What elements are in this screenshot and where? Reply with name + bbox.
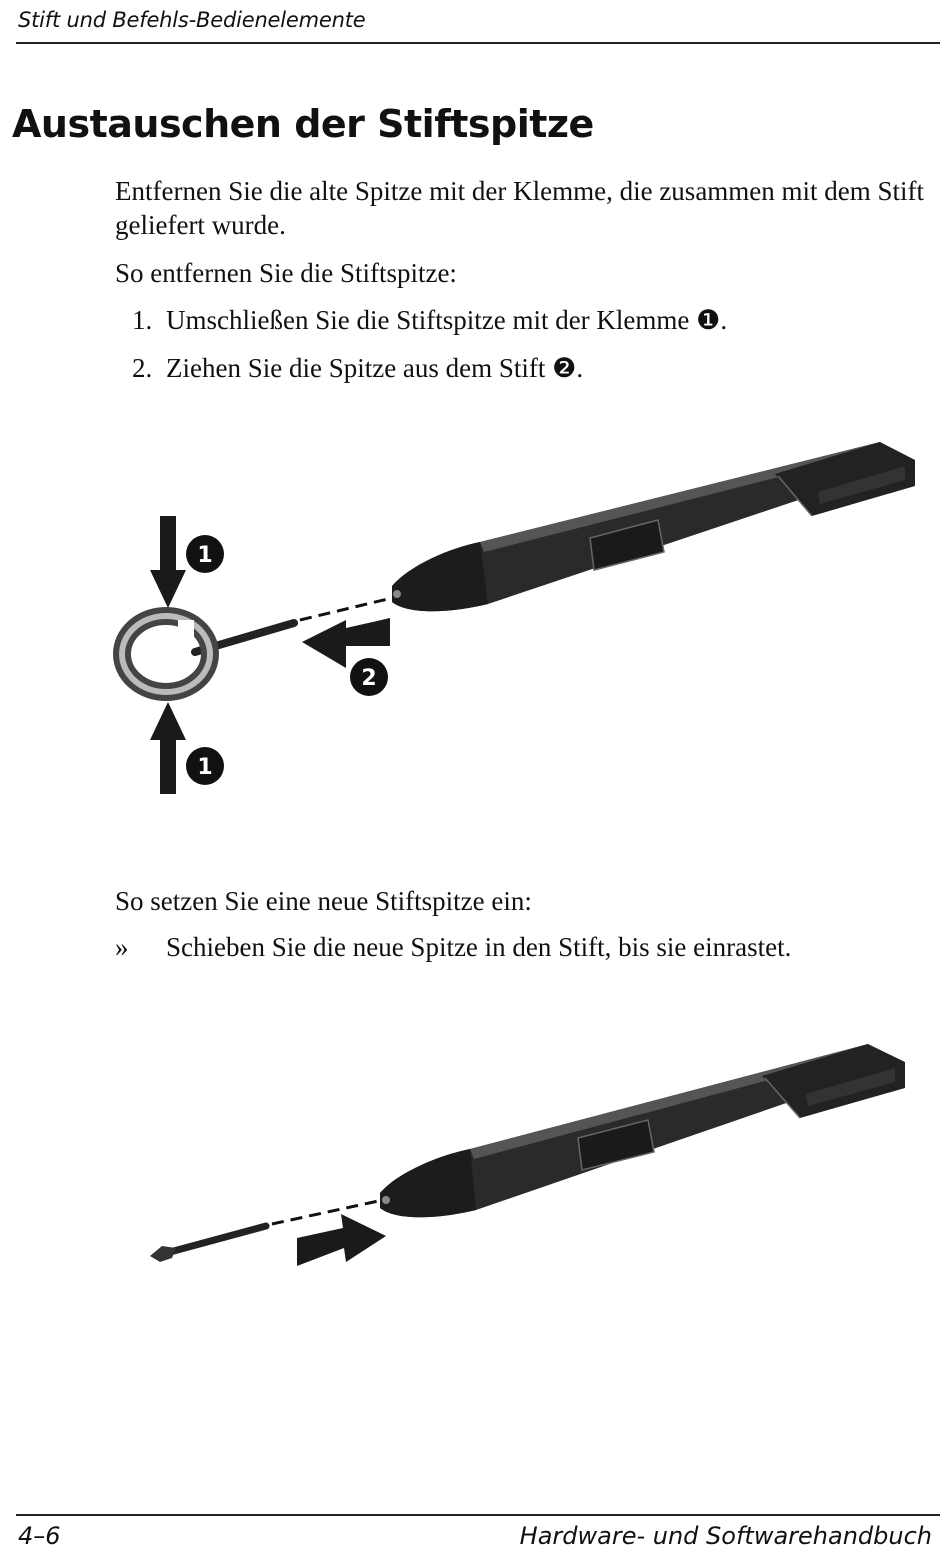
figure-remove-tip bbox=[0, 420, 950, 820]
footer-rule bbox=[16, 1514, 940, 1516]
page-title: Austauschen der Stiftspitze bbox=[12, 102, 594, 146]
dashed-guide-line bbox=[300, 598, 392, 620]
figure-insert-tip bbox=[0, 1030, 950, 1290]
step-1-number: 1. bbox=[132, 305, 153, 335]
intro-paragraph: Entfernen Sie die alte Spitze mit der Klemme, die zusammen mit dem Stift geliefert wurde. bbox=[115, 176, 925, 240]
dashed-guide-line bbox=[272, 1200, 383, 1224]
step-2-text: Ziehen Sie die Spitze aus dem Stift ❷. bbox=[166, 353, 584, 383]
right-arrow-icon bbox=[297, 1214, 386, 1266]
page-number: 4–6 bbox=[18, 1522, 61, 1550]
insert-intro: So setzen Sie eine neue Stiftspitze ein: bbox=[115, 886, 532, 916]
up-arrow-icon bbox=[150, 702, 186, 794]
svg-text:2: 2 bbox=[361, 666, 377, 691]
step-1-text: Umschließen Sie die Stiftspitze mit der Klemme ❶. bbox=[166, 305, 728, 335]
callout-2 bbox=[350, 658, 388, 696]
running-header: Stift und Befehls-Bedienelemente bbox=[18, 8, 366, 32]
svg-text:1: 1 bbox=[197, 755, 213, 780]
bullet-symbol: » bbox=[115, 932, 129, 962]
callout-1-bottom bbox=[186, 747, 224, 785]
pen-illustration bbox=[380, 1044, 905, 1217]
svg-text:1: 1 bbox=[197, 543, 213, 568]
step-2-number: 2. bbox=[132, 353, 153, 383]
header-rule bbox=[16, 42, 940, 44]
down-arrow-icon bbox=[150, 516, 186, 608]
pen-tip bbox=[150, 1226, 266, 1262]
remove-intro: So entfernen Sie die Stiftspitze: bbox=[115, 258, 457, 288]
pen-illustration bbox=[392, 442, 915, 611]
insert-step-text: Schieben Sie die neue Spitze in den Stift, bis sie einrastet. bbox=[166, 932, 792, 962]
callout-1-top bbox=[186, 535, 224, 573]
book-title: Hardware- und Softwarehandbuch bbox=[519, 1522, 932, 1550]
